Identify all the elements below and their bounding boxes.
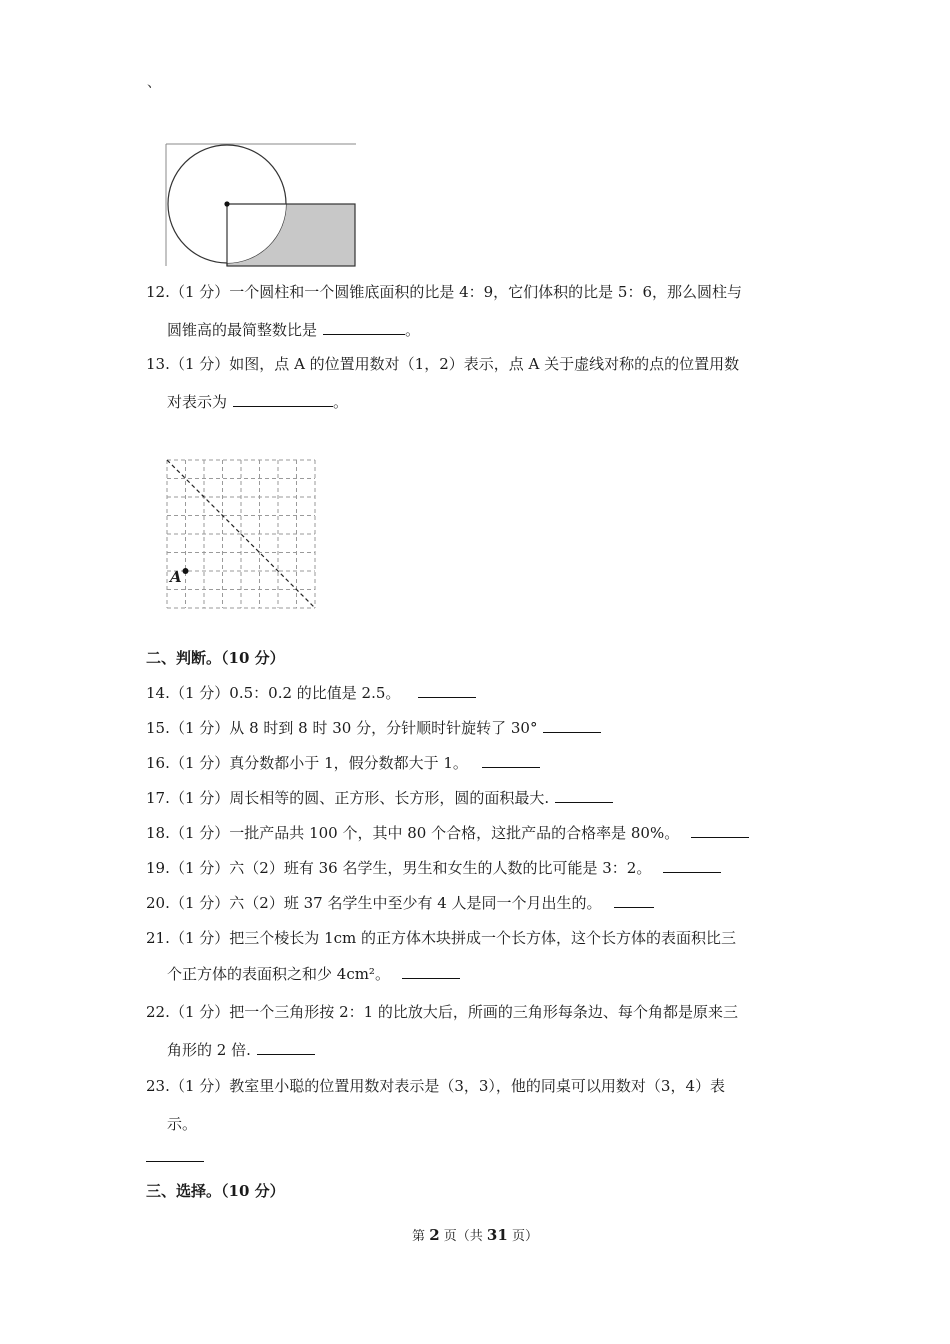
footer-page-number: 2 [429, 1226, 440, 1244]
footer-mid: 页（共 [443, 1229, 483, 1244]
question-number: 12. [146, 283, 170, 301]
question-number: 17. [146, 789, 170, 807]
question-23-cont [167, 1114, 197, 1134]
question-text: （1 分）教室里小聪的位置用数对表示是（3，3），他的同桌可以用数对（3，4）表 [170, 1077, 725, 1095]
page-footer [0, 1225, 950, 1244]
answer-blank[interactable] [402, 964, 460, 979]
question-text: （1 分）一个圆柱和一个圆锥底面积的比是 4：9，它们体积的比是 5：6，那么圆柱与 [170, 283, 743, 301]
answer-blank[interactable] [323, 320, 405, 335]
answer-blank-23[interactable] [146, 1161, 204, 1162]
question-number: 16. [146, 754, 170, 772]
question-text: （1 分）0.5：0.2 的比值是 2.5。 [170, 684, 401, 702]
footer-total-pages: 31 [486, 1226, 508, 1244]
question-23 [146, 1076, 725, 1096]
question-text: （1 分）从 8 时到 8 时 30 分，分针顺时针旋转了 30° [170, 719, 538, 737]
answer-blank[interactable] [418, 683, 476, 698]
question-18 [146, 823, 749, 843]
question-14 [146, 683, 476, 703]
question-22-cont [167, 1040, 315, 1060]
coordinate-grid-figure [166, 459, 316, 609]
question-number: 19. [146, 859, 170, 877]
question-number: 18. [146, 824, 170, 842]
question-16 [146, 753, 540, 773]
question-text: 圆锥高的最简整数比是 [167, 321, 318, 339]
answer-blank[interactable] [543, 718, 601, 733]
footer-suffix: 页） [511, 1229, 538, 1244]
question-12 [146, 282, 742, 302]
question-number: 22. [146, 1003, 170, 1021]
question-15 [146, 718, 601, 738]
answer-blank[interactable] [482, 753, 540, 768]
question-13 [146, 354, 739, 374]
question-number: 15. [146, 719, 170, 737]
question-text: （1 分）如图，点 A 的位置用数对（1，2）表示，点 A 关于虚线对称的点的位置用数 [170, 355, 740, 373]
question-17 [146, 788, 613, 808]
circle-center-point [224, 201, 229, 206]
section-3-title: 三、选择。（10 分） [146, 1182, 285, 1200]
question-20 [146, 893, 654, 913]
question-22 [146, 1002, 738, 1022]
question-21 [146, 928, 736, 948]
answer-blank[interactable] [691, 823, 749, 838]
circle-rectangle-figure [160, 140, 364, 270]
question-text: 对表示为 [167, 393, 228, 411]
question-number: 21. [146, 929, 170, 947]
question-number: 14. [146, 684, 170, 702]
answer-blank[interactable] [555, 788, 613, 803]
top-mark: 、 [147, 75, 161, 91]
answer-blank[interactable] [614, 893, 654, 908]
question-text: 示。 [167, 1115, 198, 1133]
question-12-cont [167, 320, 420, 340]
question-number: 20. [146, 894, 170, 912]
question-text: （1 分）六（2）班 37 名学生中至少有 4 人是同一个月出生的。 [170, 894, 602, 912]
question-text: （1 分）一批产品共 100 个，其中 80 个合格，这批产品的合格率是 80%。 [170, 824, 680, 842]
question-text: （1 分）周长相等的圆、正方形、长方形，圆的面积最大. [170, 789, 550, 807]
question-text: （1 分）六（2）班有 36 名学生，男生和女生的人数的比可能是 3：2。 [170, 859, 652, 877]
question-13-cont [167, 392, 348, 412]
section-2-title: 二、判断。（10 分） [146, 649, 285, 667]
question-end: 。 [333, 393, 349, 411]
point-a [183, 568, 189, 574]
footer-prefix: 第 [412, 1229, 426, 1244]
answer-blank[interactable] [257, 1040, 315, 1055]
question-text: 个正方体的表面积之和少 4cm²。 [167, 965, 390, 983]
question-text: （1 分）把一个三角形按 2：1 的比放大后，所画的三角形每条边、每个角都是原来三 [170, 1003, 738, 1021]
question-text: 角形的 2 倍. [167, 1041, 251, 1059]
question-19 [146, 858, 721, 878]
answer-blank[interactable] [233, 392, 333, 407]
question-text: （1 分）把三个棱长为 1cm 的正方体木块拼成一个长方体，这个长方体的表面积比三 [170, 929, 737, 947]
question-21-cont [167, 964, 460, 984]
point-a-label: A [170, 568, 182, 586]
question-number: 13. [146, 355, 170, 373]
question-number: 23. [146, 1077, 170, 1095]
answer-blank[interactable] [663, 858, 721, 873]
question-end: 。 [405, 321, 421, 339]
question-text: （1 分）真分数都小于 1，假分数都大于 1。 [170, 754, 468, 772]
